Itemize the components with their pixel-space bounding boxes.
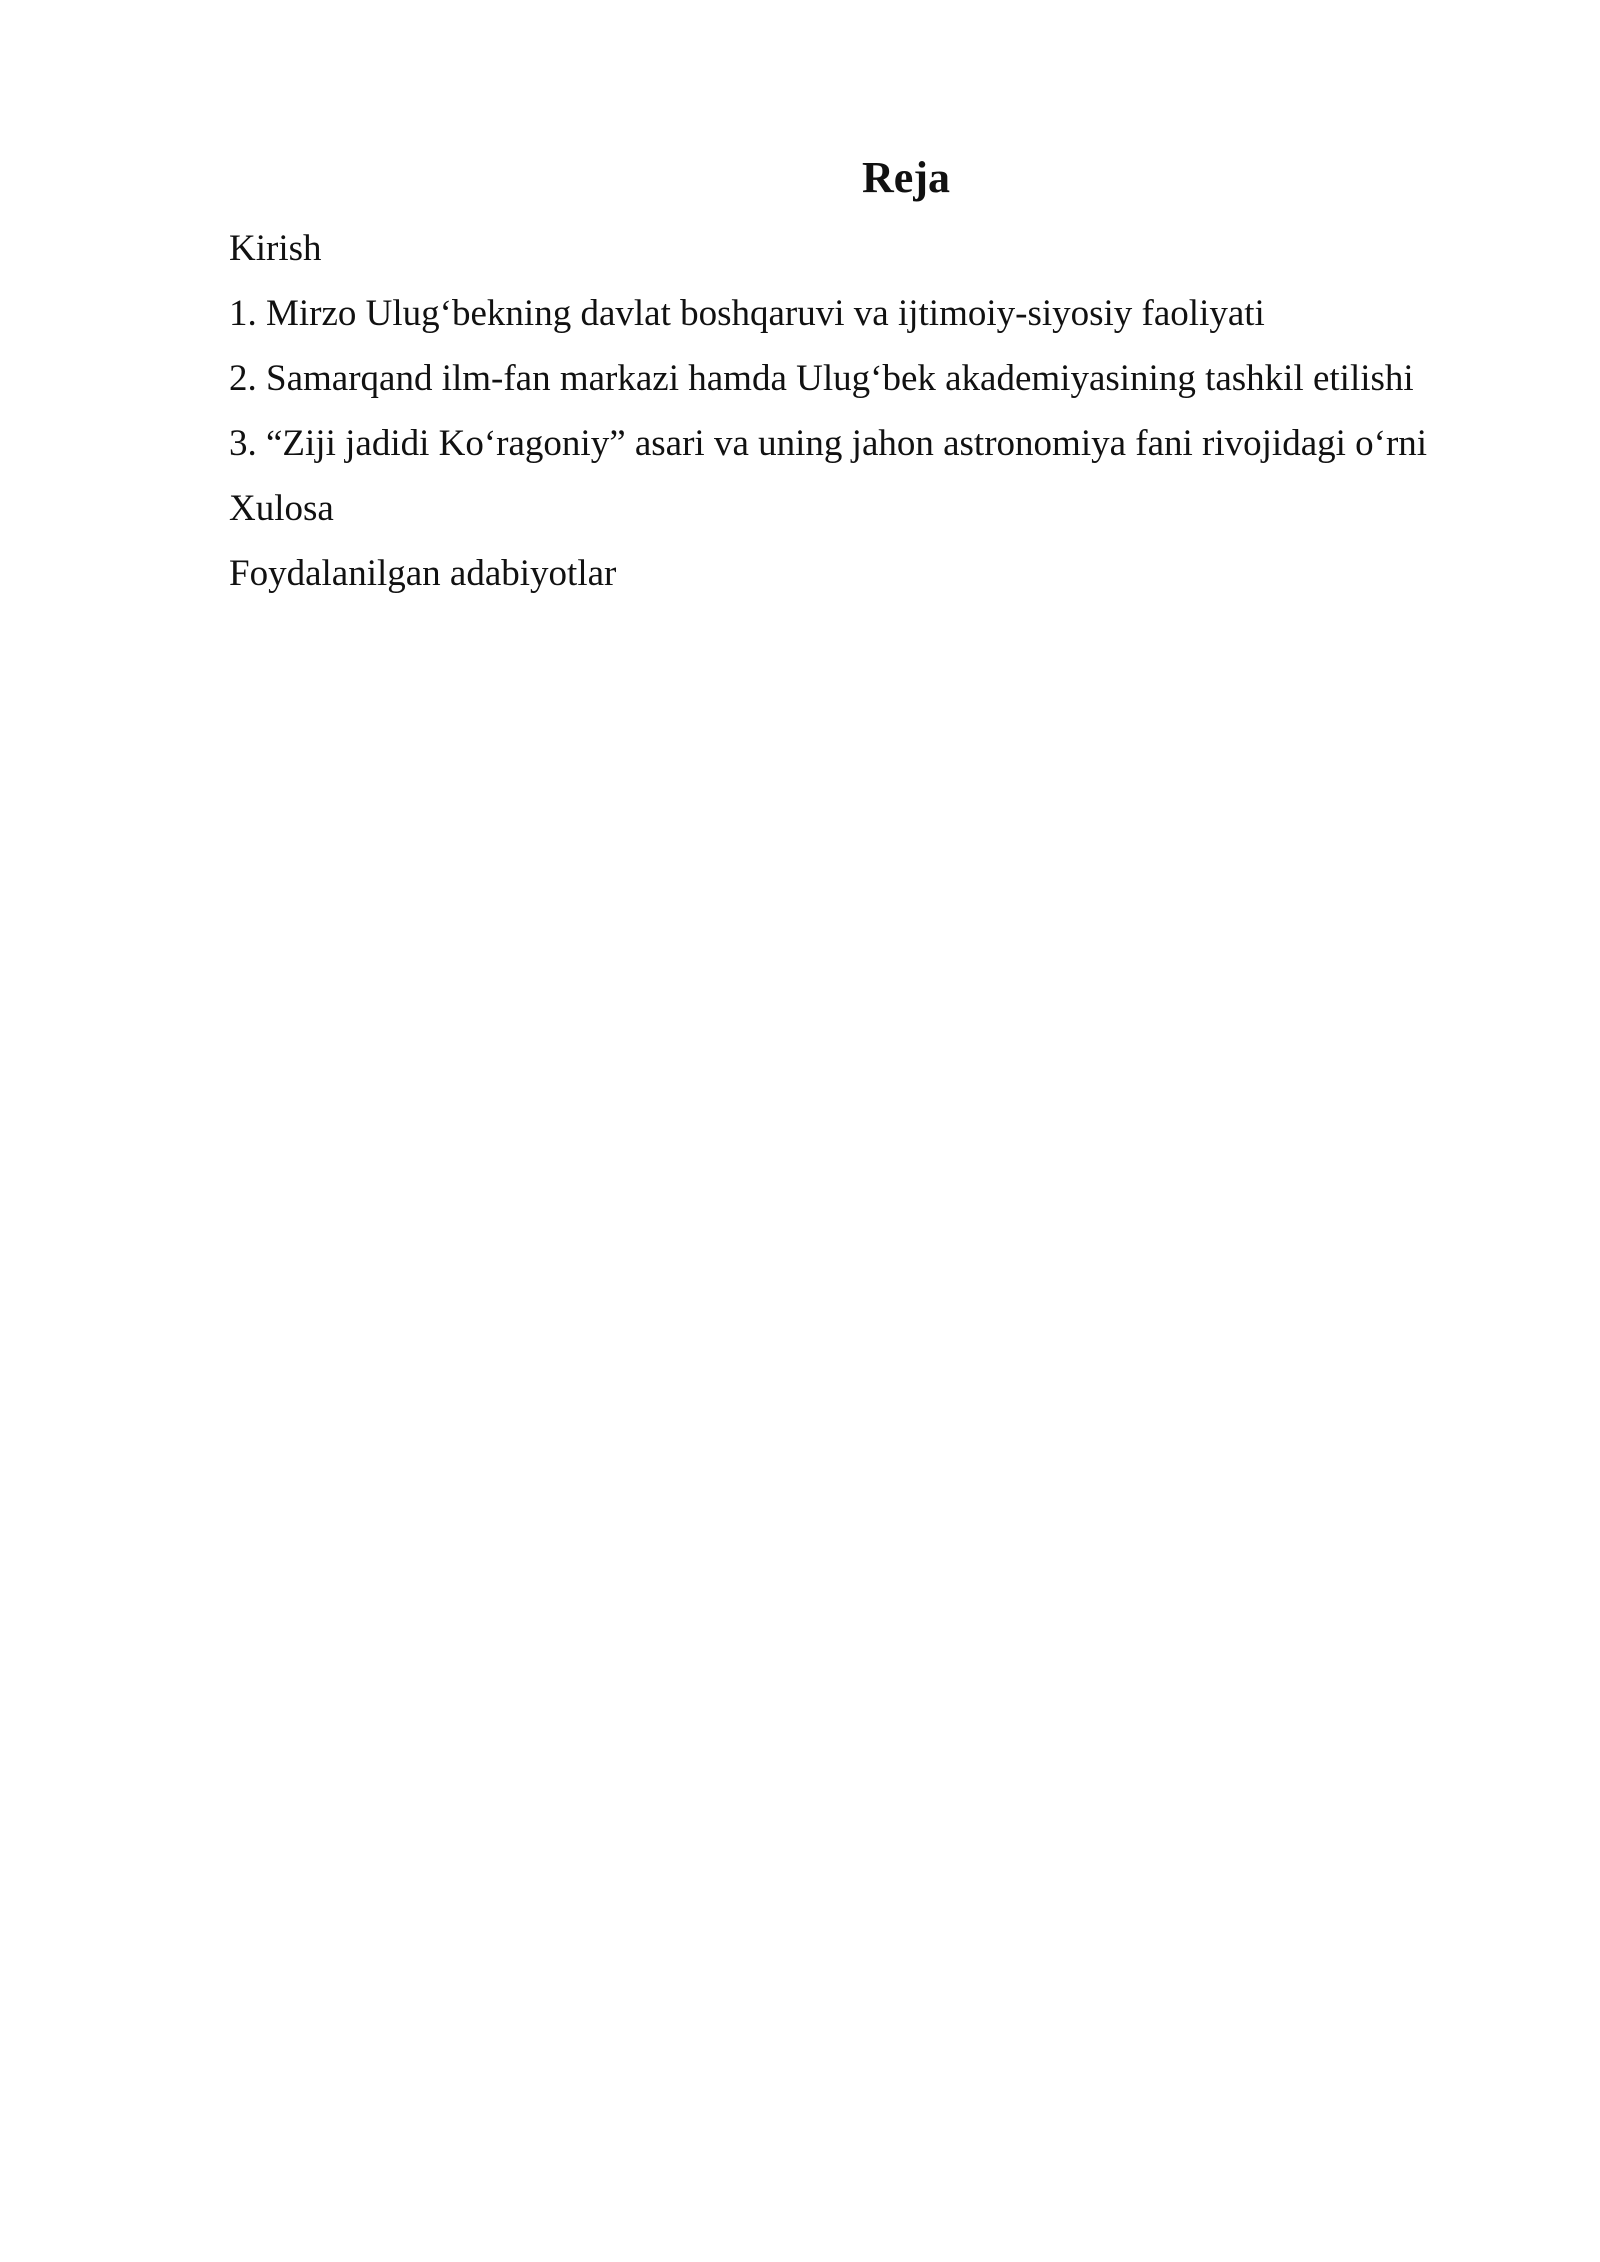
- page-title: Reja: [862, 153, 950, 202]
- plan-item-references: Foydalanilgan adabiyotlar: [229, 553, 617, 594]
- plan-item-3: 3. “Ziji jadidi Ko‘ragoniy” asari va uning jahon astronomiya fani rivojidagi o‘rni: [229, 423, 1428, 464]
- plan-list: [229, 220, 1427, 610]
- plan-item-1: 1. Mirzo Ulug‘bekning davlat boshqaruvi va ijtimoiy-siyosiy faoliyati: [229, 293, 1265, 334]
- plan-item-intro: Kirish: [229, 228, 322, 269]
- plan-item-2: 2. Samarqand ilm-fan markazi hamda Ulug‘bek akademiyasining tashkil etilishi: [229, 358, 1414, 399]
- plan-item-conclusion: Xulosa: [229, 488, 334, 529]
